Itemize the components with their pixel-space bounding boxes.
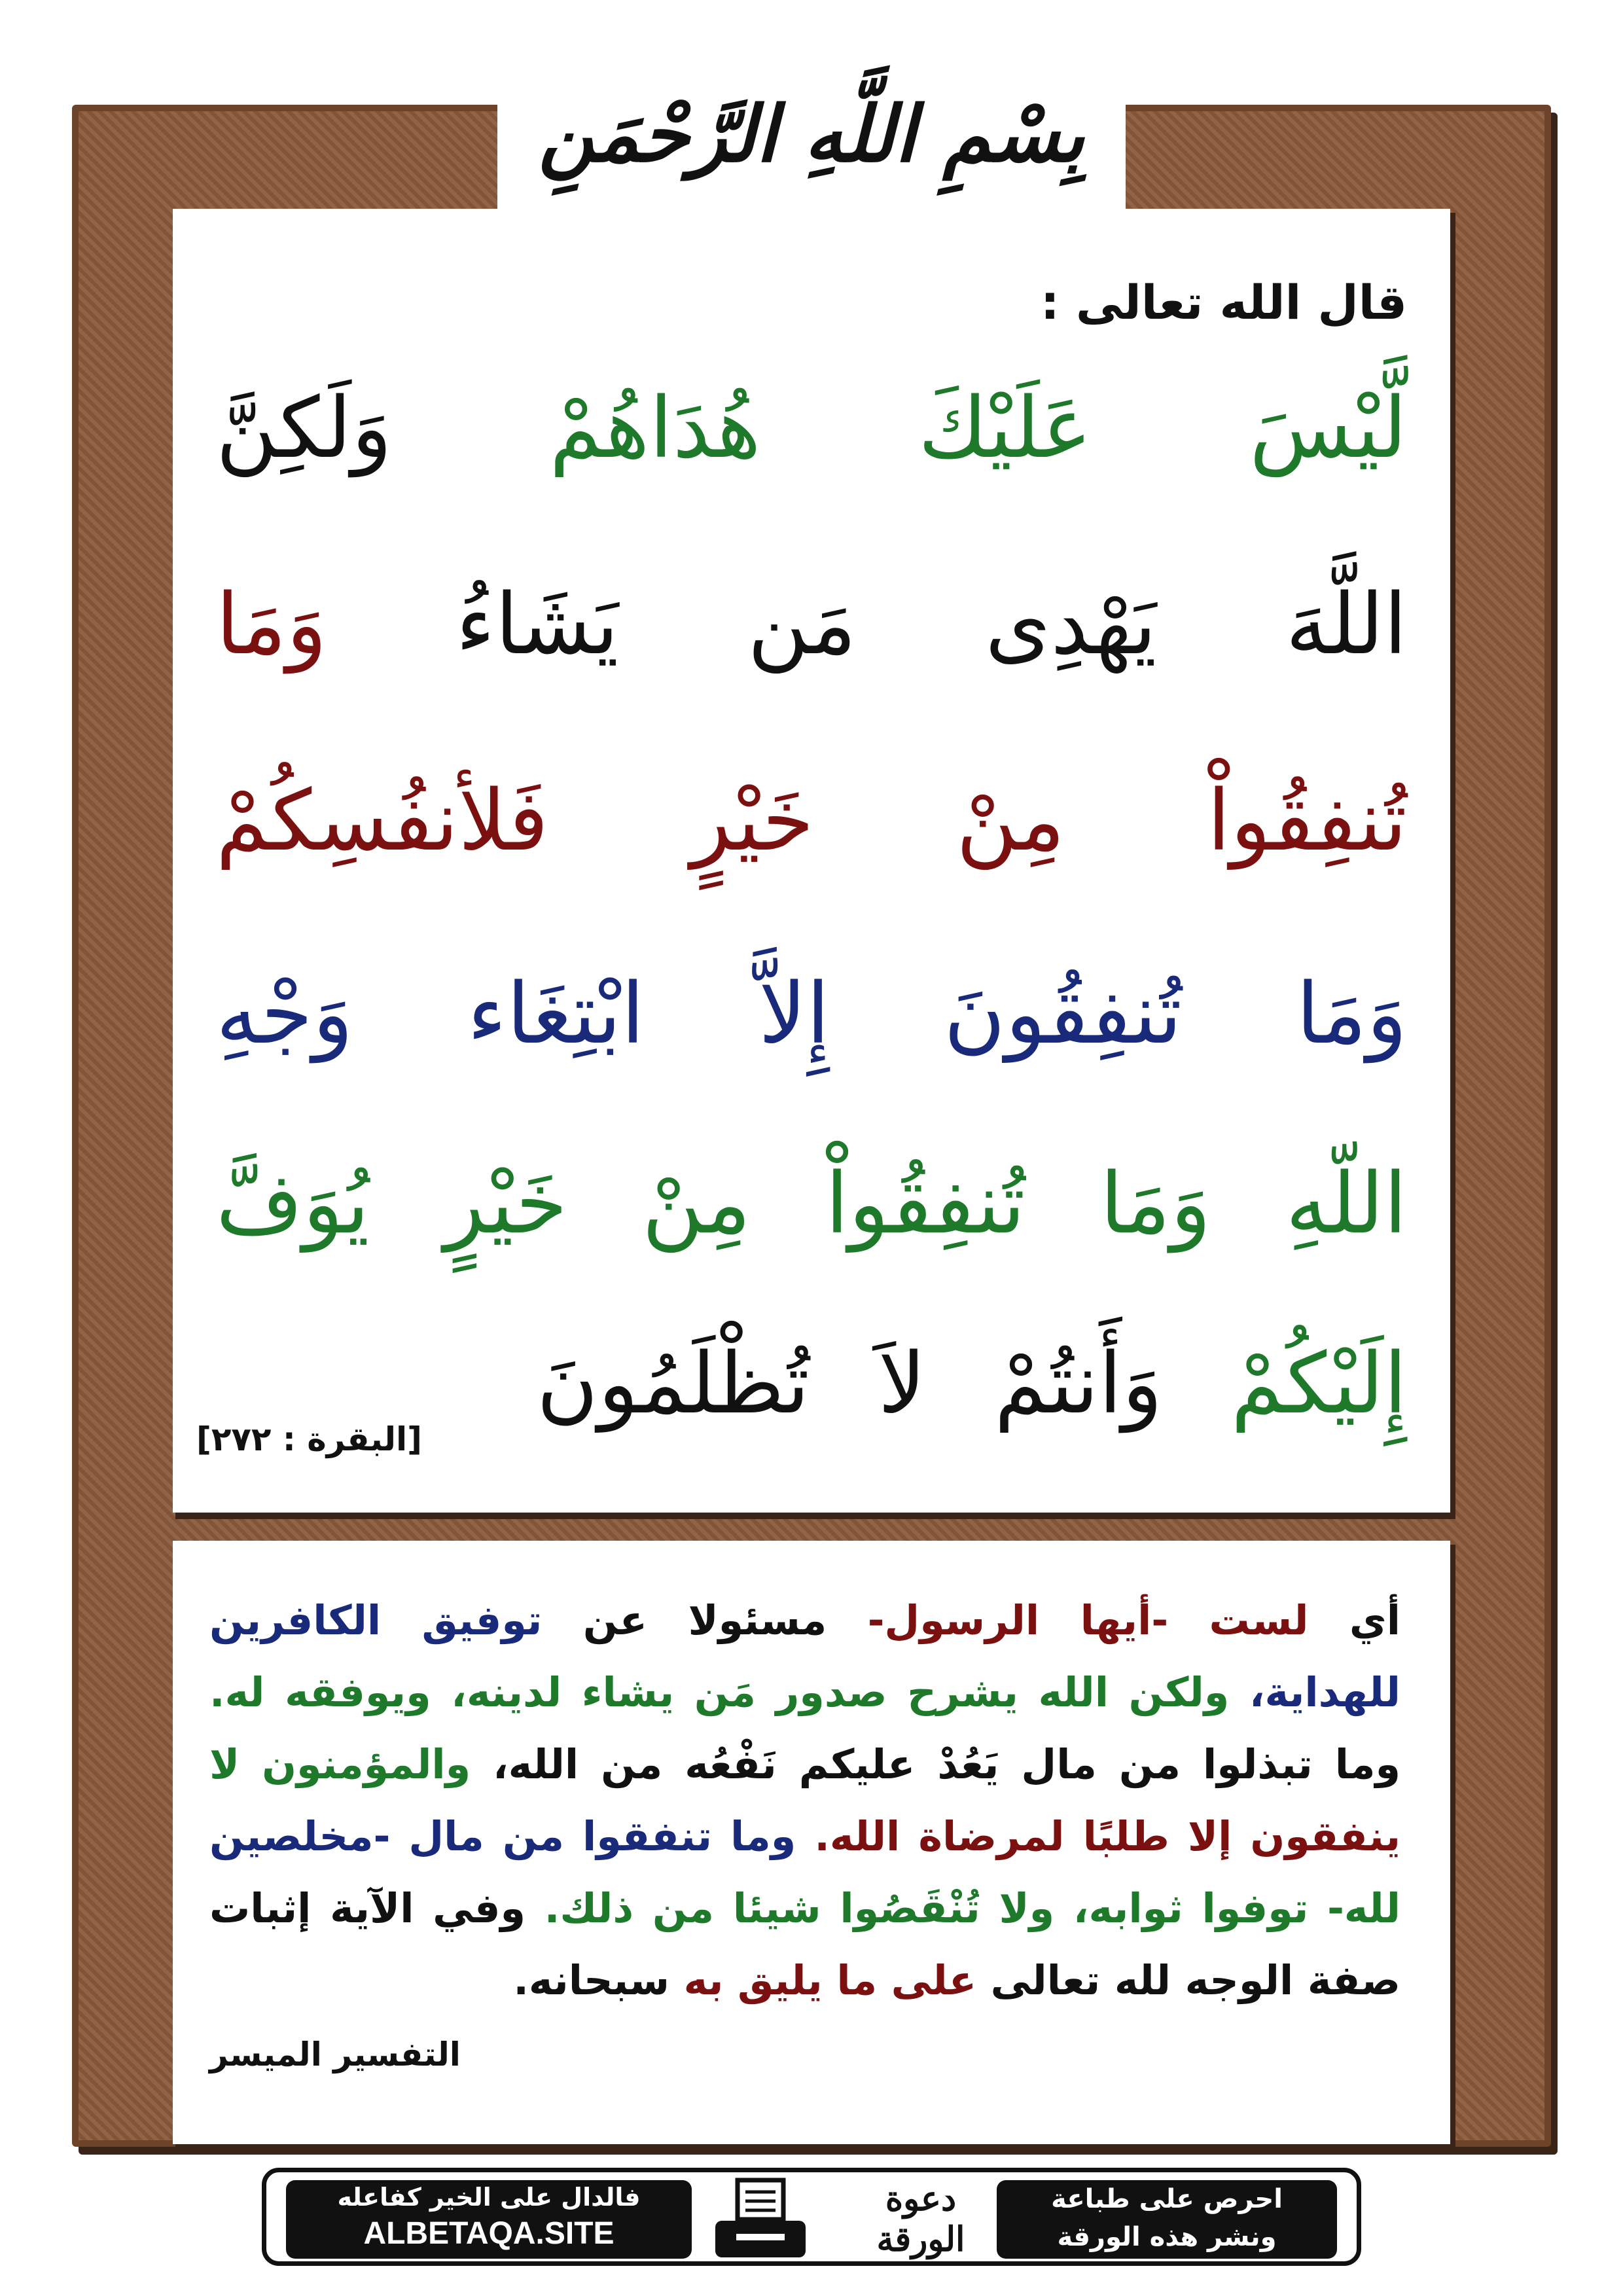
dawah-paper-logo: [836, 2179, 1006, 2263]
tafsir-line-4: [209, 1806, 1400, 1867]
tafsir-line-2: [209, 1662, 1400, 1723]
verse-line-5: اللّهِ وَمَا تُنفِقُواْ مِنْ خَيْرٍ يُوَفَّ: [216, 1155, 1407, 1253]
footer-website-box[interactable]: [286, 2180, 692, 2259]
verse-line-6-part-a: إِلَيْكُمْ: [1230, 1335, 1408, 1433]
verse-line-1-part-a: لَّيْسَ عَلَيْكَ هُدَاهُمْ: [549, 380, 1407, 477]
tafsir-line-4-part-b: وما تنفقوا من مال -مخلصين: [209, 1812, 796, 1860]
tafsir-line-3: [209, 1734, 1400, 1795]
tafsir-source: التفسير الميسر: [209, 2036, 461, 2073]
tafsir-line-1-part-b: لست -أيها الرسول-: [867, 1596, 1309, 1644]
verse-line-6-part-b: وَأَنتُمْ لاَ تُظْلَمُونَ: [537, 1335, 1163, 1433]
tafsir-line-6-part-c: سبحانه.: [513, 1956, 669, 2004]
verse-line-3: تُنفِقُواْ مِنْ خَيْرٍ فَلأنفُسِكُمْ: [216, 772, 1407, 870]
tafsir-line-3-part-a: وما تبذلوا من مال يَعُدْ عليكم نَفْعُه من الله،: [493, 1740, 1400, 1788]
tafsir-line-5-part-b: وفي الآية إثبات: [209, 1884, 526, 1932]
tafsir-line-6: [513, 1950, 1400, 2011]
footer-notice-line-2: ونشر هذه الورقة: [1057, 2222, 1277, 2252]
printer-icon: [711, 2178, 810, 2263]
tafsir-line-1-part-a: أي: [1349, 1596, 1400, 1644]
verse-line-2-part-a: اللَّهَ يَهْدِى مَن يَشَاءُ: [455, 576, 1407, 673]
basmala-calligraphy: بِسْمِ اللَّهِ الرَّحْمَنِ: [538, 88, 1085, 179]
verse-line-6: [537, 1322, 1407, 1446]
footer-print-notice: [997, 2180, 1337, 2259]
verse-intro: قال الله تعالى :: [1040, 275, 1407, 330]
tafsir-line-6-part-a: صفة الوجه لله تعالى: [990, 1956, 1400, 2004]
tafsir-line-6-part-b: على ما يليق به: [683, 1956, 977, 2004]
verse-line-2-part-b: وَمَا: [216, 576, 327, 673]
logo-line-2: الورقة: [876, 2219, 965, 2259]
tafsir-line-4-part-a: ينفقون إلا طلبًا لمرضاة الله.: [814, 1812, 1400, 1860]
verse-line-2: [216, 563, 1407, 687]
footer-notice-line-1: احرص على طباعة: [1051, 2184, 1283, 2214]
tafsir-line-1-part-d: توفيق الكافرين: [209, 1596, 543, 1644]
tafsir-line-1-part-c: مسئولا عن: [582, 1596, 827, 1644]
tafsir-line-2-part-b: ولكن الله يشرح صدور مَن يشاء لدينه، ويوفقه له.: [209, 1668, 1230, 1716]
tafsir-line-2-part-a: للهداية،: [1249, 1668, 1400, 1716]
footer-website[interactable]: ALBETAQA.SITE: [363, 2216, 615, 2251]
verse-line-1-part-b: وَلَكِنَّ: [216, 380, 392, 477]
tafsir-line-1: [209, 1590, 1400, 1651]
tafsir-line-3-part-b: والمؤمنون لا: [209, 1740, 471, 1788]
tafsir-line-5-part-a: لله- توفوا ثوابه، ولا تُنْقَصُوا شيئا من ذلك.: [544, 1884, 1400, 1932]
footer-motto: فالدال على الخير كفاعله: [337, 2183, 641, 2212]
logo-line-1: دعوة: [885, 2179, 957, 2219]
verse-line-1: [216, 367, 1407, 491]
tafsir-line-5: [209, 1878, 1400, 1939]
footer-bar: [262, 2168, 1361, 2266]
verse-reference: [البقرة : ٢٧٢]: [196, 1420, 423, 1458]
verse-line-4: وَمَا تُنفِقُونَ إِلاَّ ابْتِغَاء وَجْهِ: [216, 965, 1407, 1063]
